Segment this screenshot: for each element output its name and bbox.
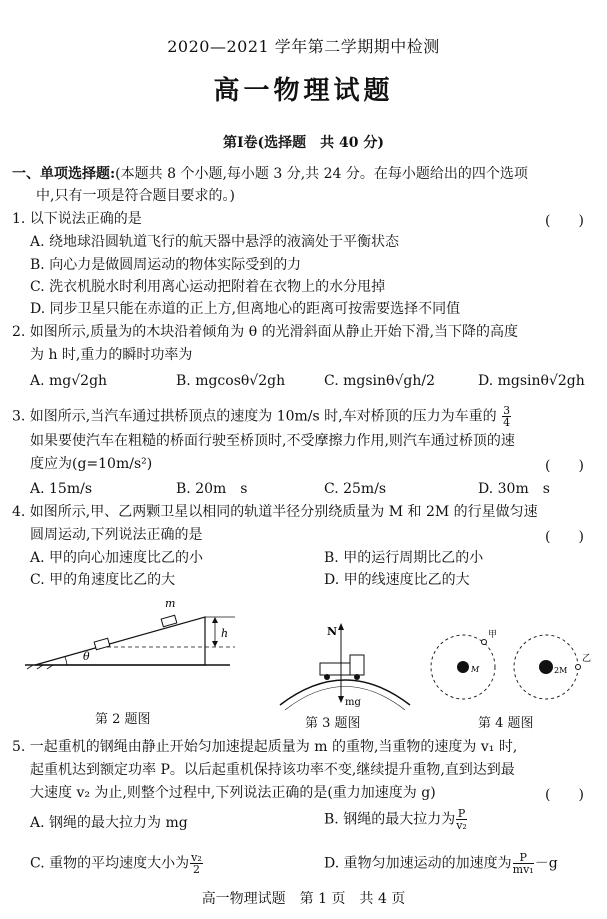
- fig2-block-bottom: [94, 638, 110, 650]
- fig3-arrow-up: [338, 623, 344, 630]
- fig3-car-cab: [350, 655, 364, 675]
- section1-instructions: [12, 165, 528, 183]
- fig2-angle-arc: [65, 657, 67, 665]
- q1-option-d[interactable]: D. 同步卫星只能在赤道的正上方,但离地心的距离可按需要选择不同值: [30, 301, 461, 317]
- q2-option-a[interactable]: A. mg√2gh: [30, 373, 108, 389]
- q4-stem-a: 4. 如图所示,甲、乙两颗卫星以相同的轨道半径分别绕质量为 M 和 2M 的行星做匀速: [12, 504, 538, 520]
- section1-instructions-a: (本题共 8 个小题,每小题 3 分,共 24 分。在每小题给出的四个选项: [115, 166, 528, 182]
- fig4-label-2m: 2M: [554, 666, 568, 675]
- q2-stem-b: 为 h 时,重力的瞬时功率为: [30, 347, 193, 363]
- q5-d-den: mv₁: [512, 863, 534, 876]
- fig2-label-h: h: [221, 627, 229, 640]
- fig3-wheel-front: [354, 674, 360, 680]
- q5-option-d[interactable]: [324, 852, 558, 875]
- q5-answer-paren[interactable]: ( ): [545, 787, 584, 803]
- fig4-satellite-yi: [576, 665, 581, 670]
- q5-b-num: P: [457, 807, 466, 820]
- page-footer: 高一物理试题 第 1 页 共 4 页: [201, 891, 406, 907]
- q5-option-b[interactable]: [324, 808, 468, 831]
- fig3-bridge-diagram: [275, 615, 415, 710]
- fig3-caption: 第 3 题图: [305, 716, 361, 731]
- q4-option-d[interactable]: D. 甲的线速度比乙的大: [324, 572, 470, 588]
- q5-option-c[interactable]: [30, 852, 204, 875]
- q4-stem-b: 圆周运动,下列说法正确的是: [30, 527, 203, 543]
- q2-option-c[interactable]: C. mgsinθ√gh/2: [324, 373, 435, 389]
- fig4-label-jia: 甲: [488, 630, 498, 640]
- q5-stem-a: 5. 一起重机的钢绳由静止开始匀加速提起质量为 m 的重物,当重物的速度为 v₁ 时,: [12, 739, 518, 755]
- part-title: 第Ⅰ卷(选择题 共 40 分): [222, 135, 385, 151]
- q5-option-d-text: D. 重物匀加速运动的加速度为: [324, 855, 512, 872]
- fig3-car-body: [320, 663, 350, 675]
- fig2-h-arrow-up: [212, 617, 218, 623]
- q5-option-c-fraction: [190, 852, 203, 875]
- q5-stem-c: 大速度 v₂ 为止,则整个过程中,下列说法正确的是(重力加速度为 g): [30, 785, 436, 801]
- q3-fraction: [502, 405, 511, 428]
- q1-option-a[interactable]: A. 绕地球沿圆轨道飞行的航天器中悬浮的液滴处于平衡状态: [30, 234, 400, 250]
- fig2-label-m: m: [165, 597, 176, 610]
- q5-stem-b: 起重机达到额定功率 P。以后起重机保持该功率不变,继续提升重物,直到达到最: [30, 762, 515, 778]
- fig4-planet-2m: [539, 660, 553, 674]
- paper-title: 高一物理试题: [213, 76, 394, 106]
- q4-option-b[interactable]: B. 甲的运行周期比乙的小: [324, 550, 484, 566]
- fig4-orbit-diagram: [428, 625, 598, 705]
- q5-option-d-fraction: [513, 852, 534, 875]
- q3-frac-den: 4: [503, 416, 511, 429]
- section1-instructions-b: 中,只有一项是符合题目要求的。): [36, 188, 235, 204]
- q3-option-a[interactable]: A. 15m/s: [30, 481, 93, 497]
- fig3-label-mg: mg: [345, 697, 361, 708]
- q3-option-d[interactable]: D. 30m s: [478, 481, 550, 497]
- fig4-planet-m: [457, 661, 469, 673]
- fig2-label-theta: θ: [83, 650, 90, 663]
- q3-frac-num: 3: [503, 404, 511, 417]
- q4-answer-paren[interactable]: ( ): [545, 529, 584, 545]
- q2-stem-a: 2. 如图所示,质量为的木块沿着倾角为 θ 的光滑斜面从静止开始下滑,当下降的高度: [12, 324, 519, 340]
- q3-option-c[interactable]: C. 25m/s: [324, 481, 387, 497]
- q2-option-b[interactable]: B. mgcosθ√2gh: [176, 373, 286, 389]
- q4-option-c[interactable]: C. 甲的角速度比乙的大: [30, 572, 176, 588]
- fig2-caption: 第 2 题图: [95, 712, 151, 727]
- q5-b-den: v₂: [456, 819, 467, 832]
- q5-option-b-fraction: [456, 808, 467, 831]
- fig3-arrow-down: [338, 696, 344, 703]
- q5-option-d-tail: －g: [534, 855, 558, 872]
- q4-option-a[interactable]: A. 甲的向心加速度比乙的小: [30, 550, 204, 566]
- q3-stem-a: [12, 405, 512, 428]
- q2-option-d[interactable]: D. mgsinθ√2gh: [478, 373, 585, 389]
- q5-c-den: 2: [192, 863, 200, 876]
- q3-stem-c: 度应为(g=10m/s²): [30, 456, 153, 472]
- q5-option-c-text: C. 重物的平均速度大小为: [30, 855, 190, 872]
- section1-heading: 一、单项选择题:: [12, 166, 116, 182]
- q1-option-c[interactable]: C. 洗衣机脱水时利用离心运动把附着在衣物上的水分甩掉: [30, 279, 386, 295]
- fig4-label-m: M: [471, 665, 480, 674]
- fig4-caption: 第 4 题图: [478, 716, 534, 731]
- q3-stem-a-text: 3. 如图所示,当汽车通过拱桥顶点的速度为 10m/s 时,车对桥顶的压力为车重的: [12, 408, 497, 425]
- fig2-incline: [35, 617, 205, 665]
- q3-option-b[interactable]: B. 20m s: [176, 481, 248, 497]
- q1-stem: 1. 以下说法正确的是: [12, 211, 142, 227]
- exam-line: 2020—2021 学年第二学期期中检测: [167, 37, 440, 56]
- fig3-wheel-rear: [324, 674, 330, 680]
- q5-option-a[interactable]: A. 钢绳的最大拉力为 mg: [30, 815, 188, 831]
- fig3-label-n: N: [327, 625, 338, 638]
- q1-option-b[interactable]: B. 向心力是做圆周运动的物体实际受到的力: [30, 257, 302, 273]
- fig4-label-yi: 乙: [582, 654, 592, 664]
- q3-answer-paren[interactable]: ( ): [545, 458, 584, 474]
- q5-d-num: P: [513, 852, 534, 864]
- fig2-incline-diagram: [15, 595, 240, 675]
- fig4-satellite-jia: [482, 640, 487, 645]
- q1-answer-paren[interactable]: ( ): [545, 213, 584, 229]
- q5-c-num: v₂: [191, 851, 202, 864]
- fig2-h-arrow-down: [212, 641, 218, 647]
- q5-option-b-text: B. 钢绳的最大拉力为: [324, 811, 456, 828]
- q3-stem-b: 如果要使汽车在粗糙的桥面行驶至桥顶时,不受摩擦力作用,则汽车通过桥顶的速: [30, 433, 515, 449]
